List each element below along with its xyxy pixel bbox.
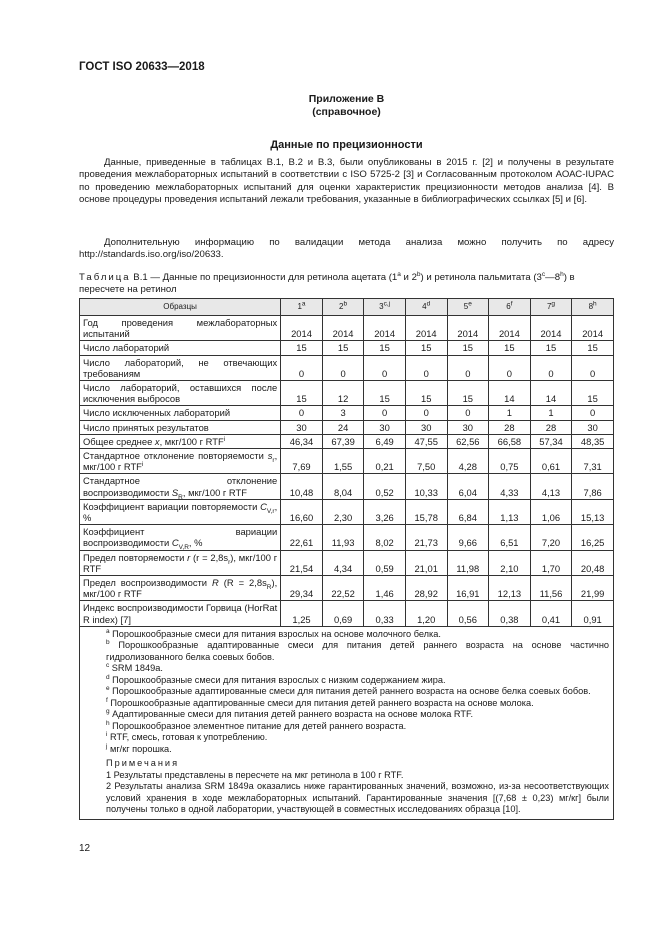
table-cell: 0,69 — [322, 601, 364, 626]
table-cell: 0 — [572, 355, 614, 380]
table-cell: 0,21 — [364, 449, 406, 474]
table-cell: 0 — [405, 355, 447, 380]
column-header: 7$^g$ — [530, 299, 572, 316]
table-cell: 46,34 — [281, 434, 323, 448]
table-cell: 4,33 — [489, 474, 531, 499]
row-label: Число лабораторий, оставшихся после исключения выбросов — [80, 381, 281, 406]
section-title: Данные по прецизионности — [270, 139, 423, 151]
caption-text: —8 — [545, 272, 561, 283]
table-cell: 16,91 — [447, 576, 489, 601]
table-cell: 4,28 — [447, 449, 489, 474]
table-row — [80, 601, 614, 626]
caption-prefix: Таблица — [79, 272, 131, 283]
table-cell: 15 — [447, 341, 489, 355]
table-cell: 28 — [530, 420, 572, 434]
table-cell: 21,01 — [405, 550, 447, 575]
table-cell: 15 — [530, 341, 572, 355]
footnote: $^c$ SRM 1849a. — [106, 662, 163, 674]
table-row — [80, 576, 614, 601]
table-cell: 7,31 — [572, 449, 614, 474]
table-cell: 1,20 — [405, 601, 447, 626]
table-cell: 2,30 — [322, 499, 364, 524]
footnotes-list — [84, 629, 609, 756]
row-label: Число лабораторий — [80, 341, 281, 355]
table-cell: 15 — [405, 381, 447, 406]
footnotes-row — [80, 626, 614, 819]
footnote: $^h$ Порошкообразное элементное питание для детей раннего возраста. — [106, 719, 407, 731]
table-cell: 15 — [322, 341, 364, 355]
table-cell: 15 — [447, 381, 489, 406]
footnote: $^b$ Порошкообразные адаптированные смеси для питания детей раннего возраста на основе частично гидролизованного белка соевых бобов. — [106, 639, 609, 662]
document-header: ГОСТ ISO 20633—2018 — [79, 61, 205, 73]
table-cell: 15 — [489, 341, 531, 355]
table-cell: 21,54 — [281, 550, 323, 575]
table-caption — [79, 272, 614, 297]
table-cell: 2014 — [530, 316, 572, 341]
column-header: 6$^f$ — [489, 299, 531, 316]
table-cell: 30 — [572, 420, 614, 434]
footnote: $^e$ Порошкообразные адаптированные смеси для питания детей раннего возраста на основе белка соевых бобов. — [106, 685, 591, 697]
caption-sup: c — [541, 270, 546, 278]
table-row — [80, 355, 614, 380]
table-cell: 0,91 — [572, 601, 614, 626]
table-cell: 0 — [364, 406, 406, 420]
caption-text: ) и ретинола пальмитата (3 — [420, 272, 542, 283]
table-cell: 10,33 — [405, 474, 447, 499]
table-cell: 11,93 — [322, 525, 364, 550]
table-cell: 57,34 — [530, 434, 572, 448]
table-cell: 8,04 — [322, 474, 364, 499]
table-cell: 0,38 — [489, 601, 531, 626]
table-cell: 0 — [281, 406, 323, 420]
precision-table — [79, 298, 614, 820]
table-cell: 6,84 — [447, 499, 489, 524]
table-cell: 0 — [405, 406, 447, 420]
caption-text: ) в пересчете на ретинол — [79, 272, 575, 296]
footnote: $^i$ RTF, смесь, готовая к употреблению. — [106, 731, 268, 743]
table-row — [80, 550, 614, 575]
table-cell: 3,26 — [364, 499, 406, 524]
row-label: Предел воспроизводимости R $(R = 2,8s_R)$, мкг/100 г RTF — [80, 576, 281, 601]
table-cell: 48,35 — [572, 434, 614, 448]
table-cell: 2014 — [447, 316, 489, 341]
column-header: 4$^d$ — [405, 299, 447, 316]
table-cell: 0 — [530, 355, 572, 380]
row-label: Коэффициент вариации воспроизводимости $C_{V,R}$, % — [80, 525, 281, 550]
paragraph-intro: Данные, приведенные в таблицах В.1, В.2 и В.3, были опубликованы в 2015 г. [2] и получены в результате проведения межлабораторных испытаний в соответствии с ISO 5725-2 [3] и Согласованным протоколом АОАС-IUPAC по проведению межлабораторных испытаний для оценки характеристик прецизионности методов анализа [4]. В основе процедуры проведения испытаний лежали требования, указанные в библиографических ссылках [5] и [6]. — [79, 157, 614, 206]
column-header: 3$^{c,j}$ — [364, 299, 406, 316]
table-cell: 2014 — [405, 316, 447, 341]
table-cell: 1,25 — [281, 601, 323, 626]
header-samples: Образцы — [80, 299, 281, 316]
table-cell: 30 — [405, 420, 447, 434]
table-cell: 47,55 — [405, 434, 447, 448]
table-cell: 14 — [489, 381, 531, 406]
table-cell: 30 — [447, 420, 489, 434]
footnote: $^g$ Адаптированные смеси для питания детей раннего возраста на основе молока RTF. — [106, 708, 474, 720]
appendix-subtitle: (справочное) — [312, 106, 381, 118]
table-cell: 29,34 — [281, 576, 323, 601]
table-cell: 7,20 — [530, 525, 572, 550]
table-cell: 24 — [322, 420, 364, 434]
footnote: $^f$ Порошкообразные адаптированные смеси для питания детей раннего возраста на основе молока. — [106, 696, 534, 708]
caption-sup: а — [397, 270, 401, 278]
table-row — [80, 474, 614, 499]
row-label: Число принятых результатов — [80, 420, 281, 434]
table-cell: 15,13 — [572, 499, 614, 524]
row-label: Год проведения межлабораторных испытаний — [80, 316, 281, 341]
table-cell: 15 — [281, 341, 323, 355]
table-cell: 15 — [405, 341, 447, 355]
row-label: Стандартное отклонение воспроизводимости $S_R$, мкг/100 г RTF — [80, 474, 281, 499]
table-cell: 21,73 — [405, 525, 447, 550]
row-label: Предел повторяемости r $(r = 2,8s_r)$, мкг/100 г RTF — [80, 550, 281, 575]
table-cell: 0,52 — [364, 474, 406, 499]
table-cell: 66,58 — [489, 434, 531, 448]
column-header: 5e — [447, 299, 489, 316]
table-cell: 20,48 — [572, 550, 614, 575]
table-row — [80, 434, 614, 448]
table-cell: 16,60 — [281, 499, 323, 524]
row-label: Индекс воспроизводимости Горвица (HorRat R index) [7] — [80, 601, 281, 626]
table-cell: 2014 — [572, 316, 614, 341]
table-cell: 0,59 — [364, 550, 406, 575]
table-cell: 28,92 — [405, 576, 447, 601]
table-cell: 9,66 — [447, 525, 489, 550]
table-cell: 4,34 — [322, 550, 364, 575]
table-cell: 0 — [572, 406, 614, 420]
table-cell: 0,33 — [364, 601, 406, 626]
table-row — [80, 316, 614, 341]
table-cell: 14 — [530, 381, 572, 406]
table-cell: 2014 — [364, 316, 406, 341]
table-row — [80, 406, 614, 420]
table-cell: 3 — [322, 406, 364, 420]
table-cell: 0 — [364, 355, 406, 380]
row-label: Число исключенных лабораторий — [80, 406, 281, 420]
table-cell: 22,52 — [322, 576, 364, 601]
row-label: Число лабораторий, не отвечающих требованиям — [80, 355, 281, 380]
table-cell: 62,56 — [447, 434, 489, 448]
table-cell: 10,48 — [281, 474, 323, 499]
column-header: 8$^h$ — [572, 299, 614, 316]
table-cell: 6,49 — [364, 434, 406, 448]
notes-title: Примечания — [106, 758, 180, 769]
row-label: Стандартное отклонение повторяемости $s_r$, мкг/100 г RTF$^i$ — [80, 449, 281, 474]
table-cell: 0,41 — [530, 601, 572, 626]
table-cell: 7,50 — [405, 449, 447, 474]
caption-sup: b — [416, 270, 421, 278]
table-cell: 1 — [489, 406, 531, 420]
caption-text: и 2 — [400, 272, 417, 283]
footnote: $^j$ мг/кг порошка. — [106, 742, 172, 754]
appendix-title: Приложение В — [308, 93, 385, 105]
table-row — [80, 381, 614, 406]
table-cell: 7,69 — [281, 449, 323, 474]
column-header: 2$^b$ — [322, 299, 364, 316]
table-cell: 15 — [364, 381, 406, 406]
table-cell: 1,13 — [489, 499, 531, 524]
table-row — [80, 525, 614, 550]
table-cell: 21,99 — [572, 576, 614, 601]
row-label: Коэффициент вариации повторяемости $C_{V,r}$, % — [80, 499, 281, 524]
table-cell: 16,25 — [572, 525, 614, 550]
table-cell: 2,10 — [489, 550, 531, 575]
table-cell: 0 — [447, 355, 489, 380]
table-cell: 0 — [322, 355, 364, 380]
table-cell: 4,13 — [530, 474, 572, 499]
table-cell: 15 — [572, 381, 614, 406]
table-row — [80, 341, 614, 355]
table-cell: 15 — [572, 341, 614, 355]
table-cell: 67,39 — [322, 434, 364, 448]
table-cell: 1,46 — [364, 576, 406, 601]
table-header-row — [80, 299, 614, 316]
footnote: $^a$ Порошкообразные смеси для питания взрослых на основе молочного белка. — [106, 627, 441, 639]
table-cell: 22,61 — [281, 525, 323, 550]
table-cell: 8,02 — [364, 525, 406, 550]
table-cell: 1,06 — [530, 499, 572, 524]
table-cell: 12,13 — [489, 576, 531, 601]
table-cell: 7,86 — [572, 474, 614, 499]
note-1: 1 Результаты представлены в пересчете на мкг ретинола в 100 г RTF. — [106, 769, 404, 780]
table-row — [80, 449, 614, 474]
table-cell: 15 — [364, 341, 406, 355]
table-cell: 15 — [281, 381, 323, 406]
table-cell: 11,56 — [530, 576, 572, 601]
table-cell: 0,61 — [530, 449, 572, 474]
table-cell: 30 — [281, 420, 323, 434]
table-cell: 12 — [322, 381, 364, 406]
table-cell: 11,98 — [447, 550, 489, 575]
page-number: 12 — [79, 843, 91, 854]
table-cell: 2014 — [322, 316, 364, 341]
note-2: 2 Результаты анализа SRM 1849a оказались ниже гарантированных значений, возможно, из-за несоответствующих условий хранения в ходе межлабораторных испытаний. Гарантированные значения [(7,68 ± 0,23) мг/кг] были получены только в одной лаборатории, участвующей в совместных исследованиях образца [10]. — [106, 781, 609, 815]
column-header: 1$^a$ — [281, 299, 323, 316]
table-row — [80, 499, 614, 524]
table-cell: 0 — [447, 406, 489, 420]
table-cell: 2014 — [281, 316, 323, 341]
table-cell: 15,78 — [405, 499, 447, 524]
table-cell: 6,51 — [489, 525, 531, 550]
caption-sup: h — [560, 270, 564, 278]
footnote: $^d$ Порошкообразные смеси для питания взрослых с низким содержанием жира. — [106, 673, 446, 685]
caption-number: В.1 — [133, 272, 148, 283]
table-cell: 30 — [364, 420, 406, 434]
table-cell: 1,55 — [322, 449, 364, 474]
footnotes-cell — [80, 626, 614, 819]
table-cell: 28 — [489, 420, 531, 434]
row-label: Общее среднее x, мкг/100 г RTF$^i$ — [80, 434, 281, 448]
caption-text: — Данные по прецизионности для ретинола ацетата (1 — [147, 272, 398, 283]
table-cell: 1,70 — [530, 550, 572, 575]
table-cell: 1 — [530, 406, 572, 420]
paragraph-info: Дополнительную информацию по валидации метода анализа можно получить по адресу http://standards.iso.org/iso/20633. — [79, 237, 614, 261]
table-cell: 0,75 — [489, 449, 531, 474]
table-row — [80, 420, 614, 434]
table-cell: 0 — [281, 355, 323, 380]
table-cell: 2014 — [489, 316, 531, 341]
table-cell: 0,56 — [447, 601, 489, 626]
table-cell: 6,04 — [447, 474, 489, 499]
table-cell: 0 — [489, 355, 531, 380]
